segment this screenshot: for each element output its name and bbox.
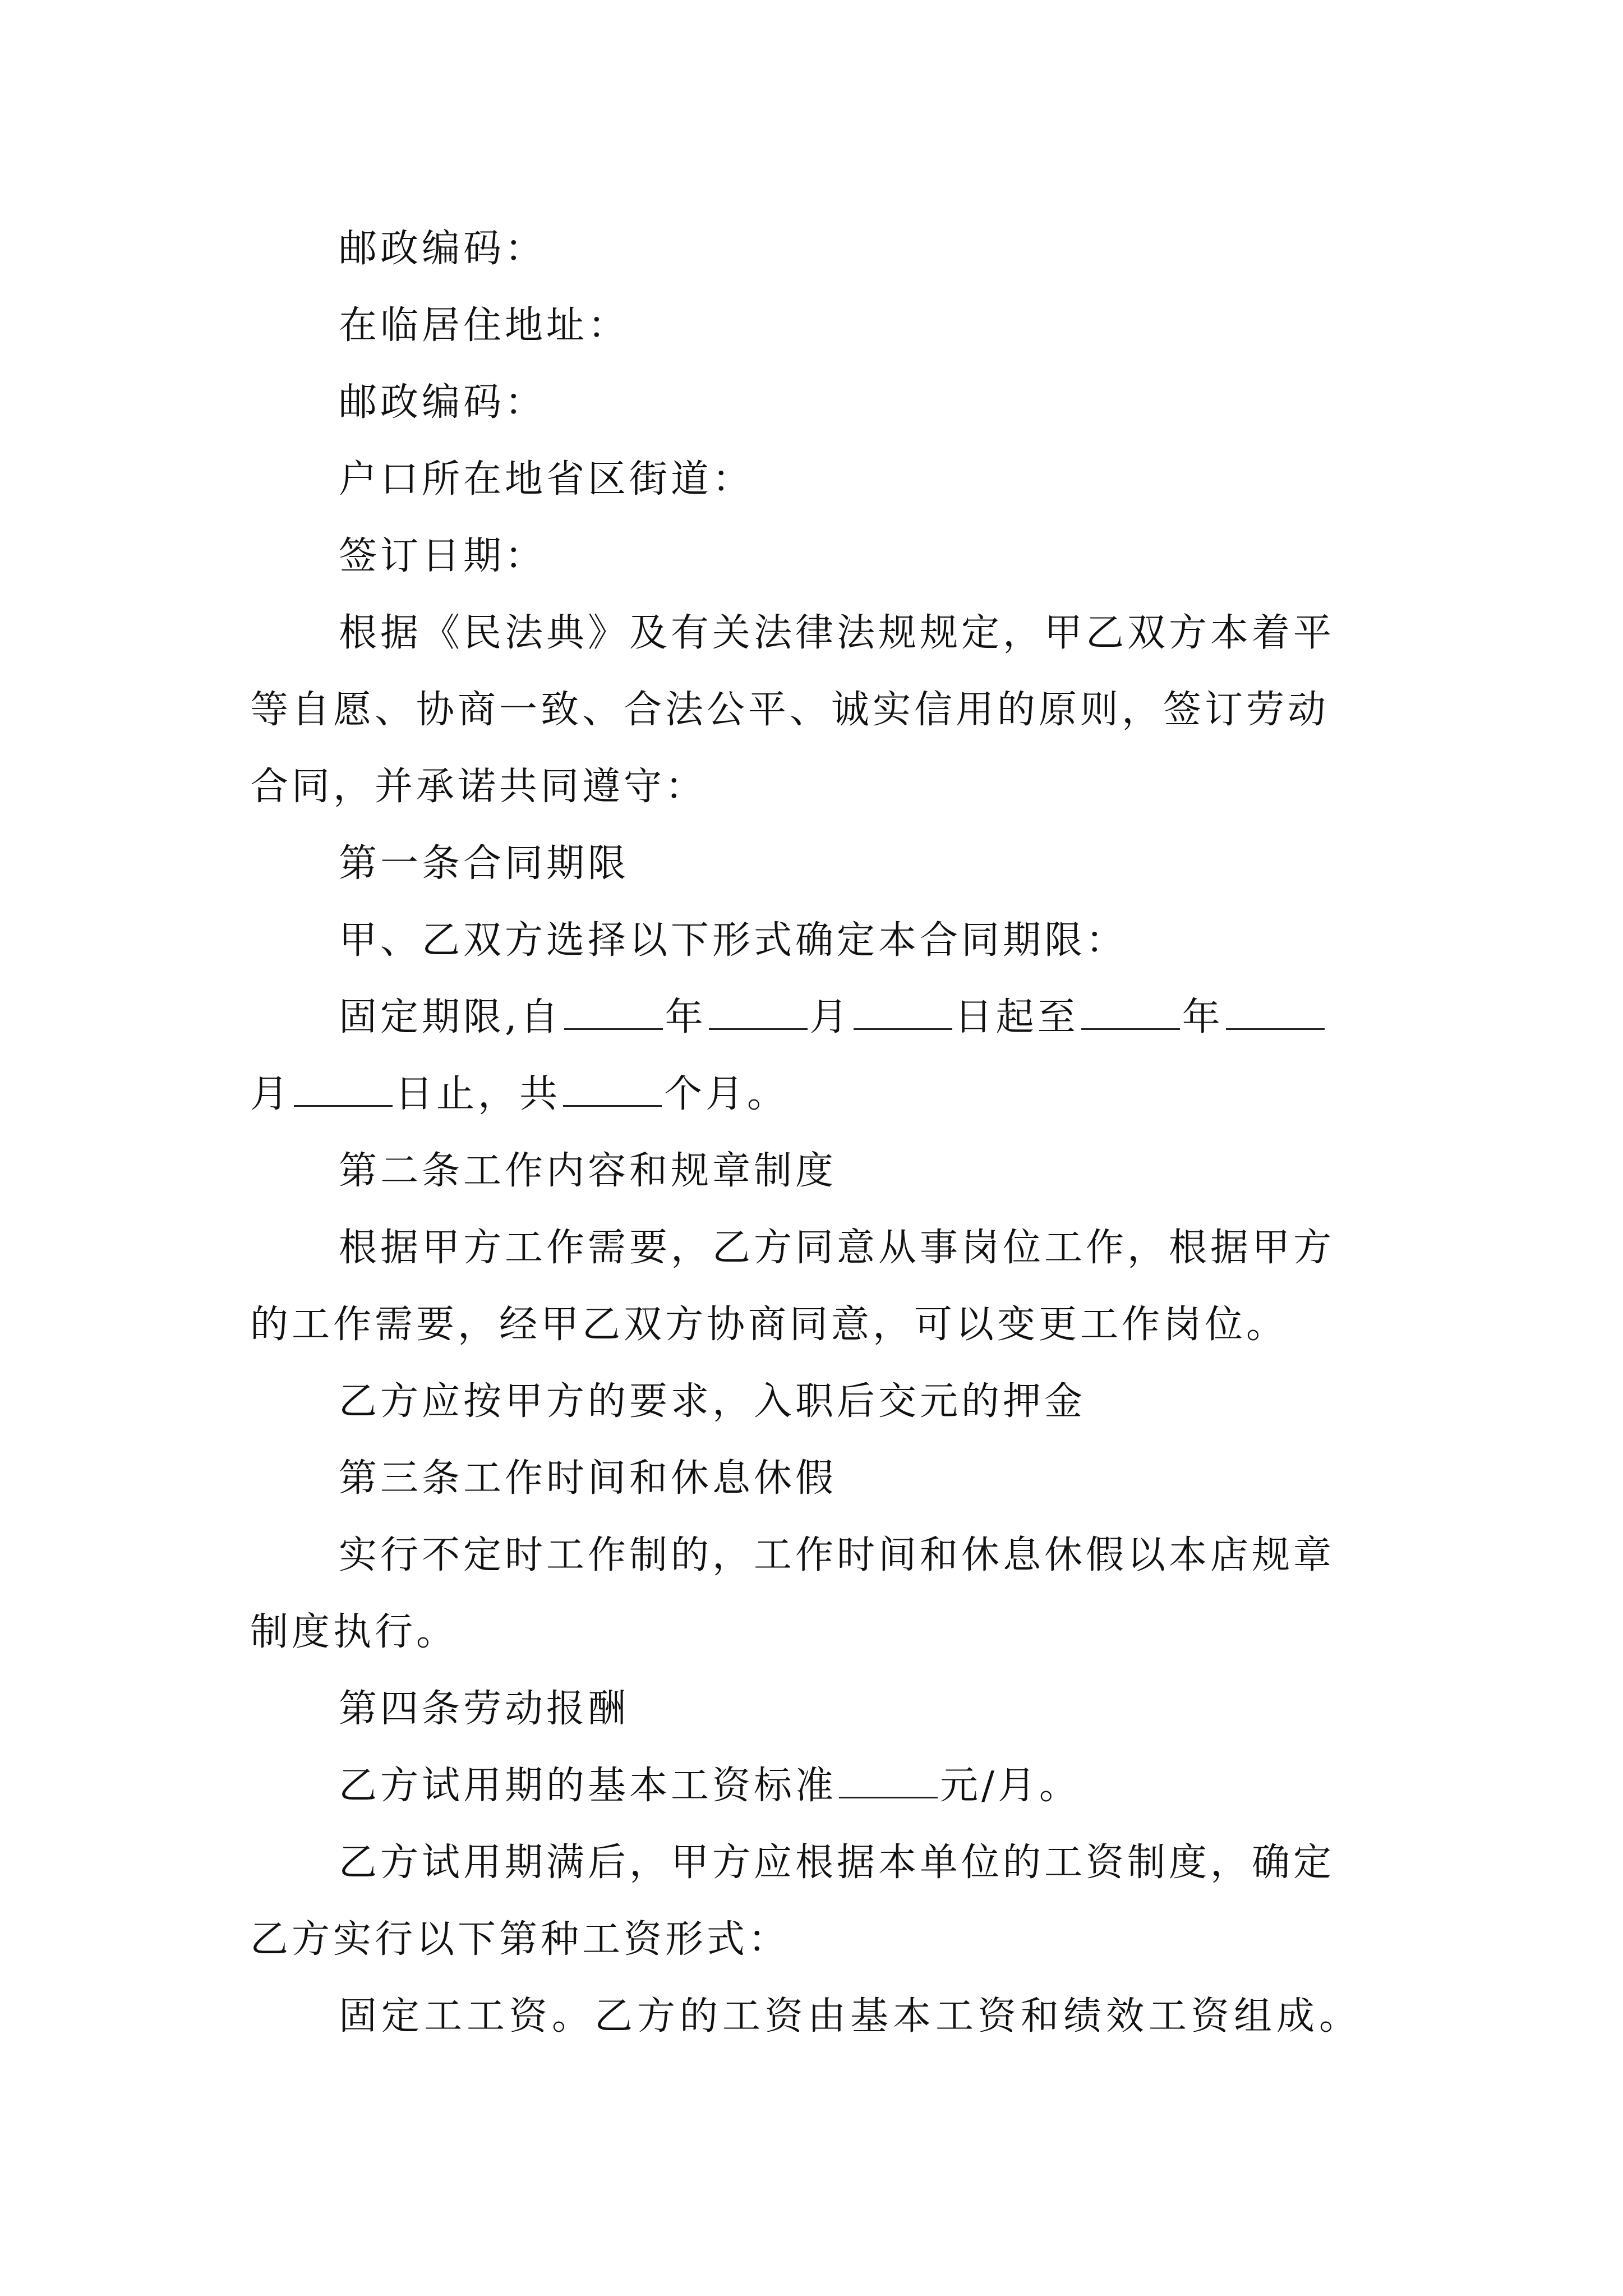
end-year-blank[interactable]: [1081, 990, 1180, 1030]
article-2-para-1-line-2: 的工作需要，经甲乙双方协商同意，可以变更工作岗位。: [250, 1303, 1288, 1347]
preamble-line-2: 等自愿、协商一致、合法公平、诚实信用的原则，签订劳动: [250, 688, 1330, 732]
fixed-term-line-2: [250, 1056, 1389, 1133]
contract-body: [250, 210, 1389, 2055]
article-3-heading: 第三条工作时间和休息休假: [339, 1456, 837, 1501]
postal-code-label-2: 邮政编码：: [339, 380, 547, 425]
temporary-address-label: 在临居住地址：: [339, 303, 630, 348]
end-day-blank[interactable]: [294, 1067, 393, 1107]
fixed-term-text-c: 月: [809, 995, 851, 1039]
fixed-term-text-h: 个月。: [664, 1072, 789, 1116]
article-1-heading: 第一条合同期限: [339, 841, 630, 886]
preamble-line-3: 合同，并承诺共同遵守：: [250, 765, 707, 809]
probation-salary-text: 乙方试用期的基本工资标准: [339, 1764, 837, 1808]
article-4-para-line-1: 乙方试用期满后，甲方应根据本单位的工资制度，确定: [339, 1841, 1335, 1885]
fixed-term-text-g: 日止，共: [395, 1072, 561, 1116]
start-month-blank[interactable]: [709, 990, 808, 1030]
end-month-blank[interactable]: [1226, 990, 1325, 1030]
fixed-term-text-d: 日起至: [954, 995, 1079, 1039]
article-2-deposit: 乙方应按甲方的要求，入职后交元的押金: [339, 1379, 1086, 1424]
article-4-heading: 第四条劳动报酬: [339, 1687, 630, 1731]
article-1-intro: 甲、乙双方选择以下形式确定本合同期限：: [339, 918, 1128, 963]
fixed-term-line-1: [250, 979, 1389, 1056]
postal-code-label-1: 邮政编码：: [339, 227, 547, 271]
signing-date-label: 签订日期：: [339, 534, 547, 578]
fixed-term-text-f: 月: [250, 1072, 292, 1116]
fixed-term-text-a: 固定期限,自: [339, 995, 562, 1039]
fixed-term-text-e: 年: [1182, 995, 1224, 1039]
fixed-salary-line: 固定工工资。乙方的工资由基本工资和绩效工资组成。: [339, 1994, 1362, 2039]
start-day-blank[interactable]: [854, 990, 952, 1030]
household-registration-label: 户口所在地省区街道：: [339, 457, 754, 501]
article-2-heading: 第二条工作内容和规章制度: [339, 1149, 837, 1193]
fixed-term-text-b: 年: [665, 995, 707, 1039]
preamble-line-1: 根据《民法典》及有关法律法规规定，甲乙双方本着平: [339, 611, 1335, 655]
probation-salary-unit: 元/月。: [940, 1764, 1081, 1808]
probation-salary-line: [250, 1747, 1389, 1824]
probation-salary-blank[interactable]: [839, 1759, 938, 1798]
article-3-para-line-1: 实行不定时工作制的，工作时间和休息休假以本店规章: [339, 1533, 1335, 1577]
total-months-blank[interactable]: [563, 1067, 662, 1107]
article-2-para-1-line-1: 根据甲方工作需要，乙方同意从事岗位工作，根据甲方: [339, 1226, 1335, 1270]
article-3-para-line-2: 制度执行。: [250, 1610, 458, 1654]
start-year-blank[interactable]: [564, 990, 663, 1030]
article-4-para-line-2: 乙方实行以下第种工资形式：: [250, 1917, 790, 1962]
